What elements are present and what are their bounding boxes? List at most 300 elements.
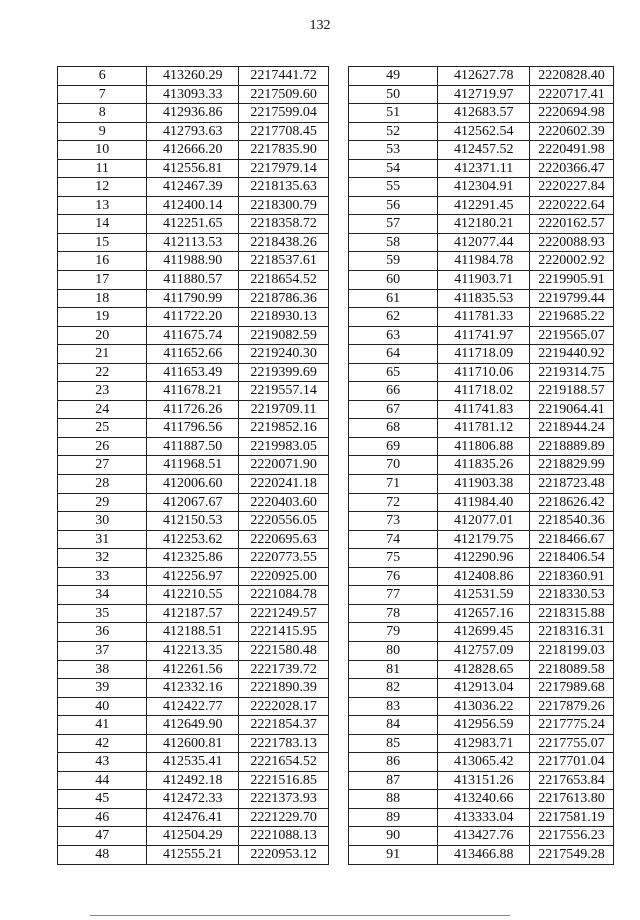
table-row bbox=[58, 419, 329, 438]
y-coordinate-cell: 2217989.68 bbox=[530, 679, 614, 698]
point-number-cell: 77 bbox=[349, 586, 438, 605]
point-number-cell: 37 bbox=[58, 641, 147, 660]
point-number-cell: 8 bbox=[58, 104, 147, 123]
table-row bbox=[349, 660, 614, 679]
y-coordinate-cell: 2217701.04 bbox=[530, 753, 614, 772]
point-number-cell: 91 bbox=[349, 845, 438, 864]
point-number-cell: 38 bbox=[58, 660, 147, 679]
x-coordinate-cell: 411880.57 bbox=[147, 271, 239, 290]
x-coordinate-cell: 412067.67 bbox=[147, 493, 239, 512]
table-row bbox=[349, 67, 614, 86]
y-coordinate-cell: 2219709.11 bbox=[239, 400, 329, 419]
y-coordinate-cell: 2218315.88 bbox=[530, 604, 614, 623]
point-number-cell: 9 bbox=[58, 122, 147, 141]
y-coordinate-cell: 2220953.12 bbox=[239, 845, 329, 864]
x-coordinate-cell: 411903.71 bbox=[438, 271, 530, 290]
table-row bbox=[58, 679, 329, 698]
point-number-cell: 52 bbox=[349, 122, 438, 141]
y-coordinate-cell: 2217556.23 bbox=[530, 827, 614, 846]
x-coordinate-cell: 412457.52 bbox=[438, 141, 530, 160]
point-number-cell: 70 bbox=[349, 456, 438, 475]
y-coordinate-cell: 2218466.67 bbox=[530, 530, 614, 549]
point-number-cell: 71 bbox=[349, 475, 438, 494]
x-coordinate-cell: 412077.44 bbox=[438, 233, 530, 252]
y-coordinate-cell: 2218300.79 bbox=[239, 196, 329, 215]
table-row bbox=[58, 289, 329, 308]
table-row bbox=[349, 233, 614, 252]
point-number-cell: 81 bbox=[349, 660, 438, 679]
y-coordinate-cell: 2219082.59 bbox=[239, 326, 329, 345]
y-coordinate-cell: 2217979.14 bbox=[239, 159, 329, 178]
y-coordinate-cell: 2220694.98 bbox=[530, 104, 614, 123]
point-number-cell: 19 bbox=[58, 308, 147, 327]
x-coordinate-cell: 413466.88 bbox=[438, 845, 530, 864]
point-number-cell: 24 bbox=[58, 400, 147, 419]
x-coordinate-cell: 411968.51 bbox=[147, 456, 239, 475]
x-coordinate-cell: 412535.41 bbox=[147, 753, 239, 772]
table-row bbox=[58, 623, 329, 642]
y-coordinate-cell: 2218089.58 bbox=[530, 660, 614, 679]
point-number-cell: 6 bbox=[58, 67, 147, 86]
x-coordinate-cell: 411722.20 bbox=[147, 308, 239, 327]
y-coordinate-cell: 2219565.07 bbox=[530, 326, 614, 345]
table-row bbox=[349, 493, 614, 512]
y-coordinate-cell: 2217708.45 bbox=[239, 122, 329, 141]
y-coordinate-cell: 2220695.63 bbox=[239, 530, 329, 549]
point-number-cell: 55 bbox=[349, 178, 438, 197]
point-number-cell: 66 bbox=[349, 382, 438, 401]
table-row bbox=[58, 753, 329, 772]
point-number-cell: 82 bbox=[349, 679, 438, 698]
x-coordinate-cell: 413260.29 bbox=[147, 67, 239, 86]
y-coordinate-cell: 2221249.57 bbox=[239, 604, 329, 623]
x-coordinate-cell: 413333.04 bbox=[438, 808, 530, 827]
y-coordinate-cell: 2220491.98 bbox=[530, 141, 614, 160]
y-coordinate-cell: 2221890.39 bbox=[239, 679, 329, 698]
coordinates-table-right-body bbox=[349, 67, 614, 865]
x-coordinate-cell: 412828.65 bbox=[438, 660, 530, 679]
coordinates-table-left bbox=[57, 66, 329, 865]
point-number-cell: 25 bbox=[58, 419, 147, 438]
y-coordinate-cell: 2220403.60 bbox=[239, 493, 329, 512]
point-number-cell: 16 bbox=[58, 252, 147, 271]
table-row bbox=[349, 753, 614, 772]
y-coordinate-cell: 2218654.52 bbox=[239, 271, 329, 290]
x-coordinate-cell: 412983.71 bbox=[438, 734, 530, 753]
x-coordinate-cell: 411781.33 bbox=[438, 308, 530, 327]
x-coordinate-cell: 412150.53 bbox=[147, 512, 239, 531]
y-coordinate-cell: 2219240.30 bbox=[239, 345, 329, 364]
y-coordinate-cell: 2220366.47 bbox=[530, 159, 614, 178]
point-number-cell: 78 bbox=[349, 604, 438, 623]
point-number-cell: 48 bbox=[58, 845, 147, 864]
y-coordinate-cell: 2218723.48 bbox=[530, 475, 614, 494]
y-coordinate-cell: 2218316.31 bbox=[530, 623, 614, 642]
point-number-cell: 49 bbox=[349, 67, 438, 86]
table-row bbox=[58, 159, 329, 178]
x-coordinate-cell: 411790.99 bbox=[147, 289, 239, 308]
table-row bbox=[58, 808, 329, 827]
y-coordinate-cell: 2220717.41 bbox=[530, 85, 614, 104]
table-row bbox=[58, 734, 329, 753]
x-coordinate-cell: 411887.50 bbox=[147, 437, 239, 456]
point-number-cell: 22 bbox=[58, 363, 147, 382]
table-row bbox=[349, 345, 614, 364]
point-number-cell: 53 bbox=[349, 141, 438, 160]
table-row bbox=[349, 734, 614, 753]
x-coordinate-cell: 412913.04 bbox=[438, 679, 530, 698]
x-coordinate-cell: 413240.66 bbox=[438, 790, 530, 809]
table-row bbox=[58, 400, 329, 419]
table-row bbox=[58, 530, 329, 549]
table-row bbox=[349, 530, 614, 549]
y-coordinate-cell: 2217879.26 bbox=[530, 697, 614, 716]
y-coordinate-cell: 2219399.69 bbox=[239, 363, 329, 382]
table-row bbox=[58, 771, 329, 790]
x-coordinate-cell: 411718.09 bbox=[438, 345, 530, 364]
y-coordinate-cell: 2220925.00 bbox=[239, 567, 329, 586]
x-coordinate-cell: 412180.21 bbox=[438, 215, 530, 234]
y-coordinate-cell: 2221088.13 bbox=[239, 827, 329, 846]
point-number-cell: 87 bbox=[349, 771, 438, 790]
x-coordinate-cell: 411741.97 bbox=[438, 326, 530, 345]
point-number-cell: 68 bbox=[349, 419, 438, 438]
point-number-cell: 74 bbox=[349, 530, 438, 549]
y-coordinate-cell: 2219905.91 bbox=[530, 271, 614, 290]
point-number-cell: 47 bbox=[58, 827, 147, 846]
y-coordinate-cell: 2218930.13 bbox=[239, 308, 329, 327]
point-number-cell: 90 bbox=[349, 827, 438, 846]
table-row bbox=[58, 641, 329, 660]
table-row bbox=[58, 512, 329, 531]
table-row bbox=[58, 104, 329, 123]
point-number-cell: 76 bbox=[349, 567, 438, 586]
point-number-cell: 18 bbox=[58, 289, 147, 308]
y-coordinate-cell: 2219188.57 bbox=[530, 382, 614, 401]
table-row bbox=[58, 382, 329, 401]
x-coordinate-cell: 412210.55 bbox=[147, 586, 239, 605]
table-row bbox=[349, 104, 614, 123]
table-row bbox=[349, 549, 614, 568]
x-coordinate-cell: 412077.01 bbox=[438, 512, 530, 531]
y-coordinate-cell: 2218360.91 bbox=[530, 567, 614, 586]
y-coordinate-cell: 2217599.04 bbox=[239, 104, 329, 123]
y-coordinate-cell: 2222028.17 bbox=[239, 697, 329, 716]
table-row bbox=[349, 716, 614, 735]
y-coordinate-cell: 2219983.05 bbox=[239, 437, 329, 456]
x-coordinate-cell: 412290.96 bbox=[438, 549, 530, 568]
table-row bbox=[58, 567, 329, 586]
x-coordinate-cell: 412627.78 bbox=[438, 67, 530, 86]
table-row bbox=[58, 345, 329, 364]
table-row bbox=[58, 326, 329, 345]
y-coordinate-cell: 2217835.90 bbox=[239, 141, 329, 160]
x-coordinate-cell: 412325.86 bbox=[147, 549, 239, 568]
x-coordinate-cell: 412179.75 bbox=[438, 530, 530, 549]
table-row bbox=[58, 122, 329, 141]
table-row bbox=[349, 808, 614, 827]
point-number-cell: 33 bbox=[58, 567, 147, 586]
x-coordinate-cell: 412683.57 bbox=[438, 104, 530, 123]
table-row bbox=[349, 382, 614, 401]
point-number-cell: 88 bbox=[349, 790, 438, 809]
table-row bbox=[349, 586, 614, 605]
y-coordinate-cell: 2219685.22 bbox=[530, 308, 614, 327]
point-number-cell: 39 bbox=[58, 679, 147, 698]
table-row bbox=[349, 141, 614, 160]
y-coordinate-cell: 2221516.85 bbox=[239, 771, 329, 790]
x-coordinate-cell: 412476.41 bbox=[147, 808, 239, 827]
table-row bbox=[349, 400, 614, 419]
table-row bbox=[58, 845, 329, 864]
table-row bbox=[349, 85, 614, 104]
point-number-cell: 14 bbox=[58, 215, 147, 234]
x-coordinate-cell: 412408.86 bbox=[438, 567, 530, 586]
x-coordinate-cell: 411653.49 bbox=[147, 363, 239, 382]
x-coordinate-cell: 412304.91 bbox=[438, 178, 530, 197]
point-number-cell: 62 bbox=[349, 308, 438, 327]
y-coordinate-cell: 2218786.36 bbox=[239, 289, 329, 308]
table-row bbox=[349, 641, 614, 660]
x-coordinate-cell: 411984.40 bbox=[438, 493, 530, 512]
x-coordinate-cell: 412936.86 bbox=[147, 104, 239, 123]
x-coordinate-cell: 412757.09 bbox=[438, 641, 530, 660]
point-number-cell: 27 bbox=[58, 456, 147, 475]
table-row bbox=[58, 215, 329, 234]
y-coordinate-cell: 2219064.41 bbox=[530, 400, 614, 419]
point-number-cell: 32 bbox=[58, 549, 147, 568]
y-coordinate-cell: 2217775.24 bbox=[530, 716, 614, 735]
y-coordinate-cell: 2221084.78 bbox=[239, 586, 329, 605]
x-coordinate-cell: 411678.21 bbox=[147, 382, 239, 401]
x-coordinate-cell: 412657.16 bbox=[438, 604, 530, 623]
y-coordinate-cell: 2221229.70 bbox=[239, 808, 329, 827]
table-row bbox=[58, 437, 329, 456]
x-coordinate-cell: 412400.14 bbox=[147, 196, 239, 215]
y-coordinate-cell: 2217509.60 bbox=[239, 85, 329, 104]
y-coordinate-cell: 2218944.24 bbox=[530, 419, 614, 438]
x-coordinate-cell: 412719.97 bbox=[438, 85, 530, 104]
y-coordinate-cell: 2218889.89 bbox=[530, 437, 614, 456]
y-coordinate-cell: 2218406.54 bbox=[530, 549, 614, 568]
table-row bbox=[349, 178, 614, 197]
y-coordinate-cell: 2218537.61 bbox=[239, 252, 329, 271]
x-coordinate-cell: 411835.26 bbox=[438, 456, 530, 475]
point-number-cell: 36 bbox=[58, 623, 147, 642]
point-number-cell: 42 bbox=[58, 734, 147, 753]
point-number-cell: 59 bbox=[349, 252, 438, 271]
x-coordinate-cell: 412291.45 bbox=[438, 196, 530, 215]
x-coordinate-cell: 411741.83 bbox=[438, 400, 530, 419]
x-coordinate-cell: 412371.11 bbox=[438, 159, 530, 178]
point-number-cell: 56 bbox=[349, 196, 438, 215]
table-row bbox=[58, 493, 329, 512]
point-number-cell: 41 bbox=[58, 716, 147, 735]
y-coordinate-cell: 2217549.28 bbox=[530, 845, 614, 864]
table-row bbox=[349, 271, 614, 290]
table-row bbox=[349, 215, 614, 234]
x-coordinate-cell: 412187.57 bbox=[147, 604, 239, 623]
y-coordinate-cell: 2217441.72 bbox=[239, 67, 329, 86]
table-row bbox=[349, 122, 614, 141]
table-row bbox=[349, 512, 614, 531]
x-coordinate-cell: 412261.56 bbox=[147, 660, 239, 679]
x-coordinate-cell: 412422.77 bbox=[147, 697, 239, 716]
table-row bbox=[58, 697, 329, 716]
table-row bbox=[58, 85, 329, 104]
y-coordinate-cell: 2219852.16 bbox=[239, 419, 329, 438]
table-row bbox=[58, 716, 329, 735]
point-number-cell: 29 bbox=[58, 493, 147, 512]
x-coordinate-cell: 412504.29 bbox=[147, 827, 239, 846]
y-coordinate-cell: 2219314.75 bbox=[530, 363, 614, 382]
point-number-cell: 69 bbox=[349, 437, 438, 456]
x-coordinate-cell: 412531.59 bbox=[438, 586, 530, 605]
y-coordinate-cell: 2219440.92 bbox=[530, 345, 614, 364]
point-number-cell: 13 bbox=[58, 196, 147, 215]
point-number-cell: 15 bbox=[58, 233, 147, 252]
x-coordinate-cell: 411781.12 bbox=[438, 419, 530, 438]
point-number-cell: 64 bbox=[349, 345, 438, 364]
y-coordinate-cell: 2217653.84 bbox=[530, 771, 614, 790]
y-coordinate-cell: 2218199.03 bbox=[530, 641, 614, 660]
x-coordinate-cell: 412188.51 bbox=[147, 623, 239, 642]
x-coordinate-cell: 411806.88 bbox=[438, 437, 530, 456]
x-coordinate-cell: 412256.97 bbox=[147, 567, 239, 586]
x-coordinate-cell: 411710.06 bbox=[438, 363, 530, 382]
point-number-cell: 20 bbox=[58, 326, 147, 345]
table-row bbox=[58, 196, 329, 215]
x-coordinate-cell: 413151.26 bbox=[438, 771, 530, 790]
table-row bbox=[349, 567, 614, 586]
point-number-cell: 30 bbox=[58, 512, 147, 531]
point-number-cell: 63 bbox=[349, 326, 438, 345]
table-row bbox=[58, 456, 329, 475]
y-coordinate-cell: 2221739.72 bbox=[239, 660, 329, 679]
x-coordinate-cell: 412956.59 bbox=[438, 716, 530, 735]
table-row bbox=[58, 252, 329, 271]
point-number-cell: 72 bbox=[349, 493, 438, 512]
table-row bbox=[349, 419, 614, 438]
table-row bbox=[349, 308, 614, 327]
x-coordinate-cell: 412699.45 bbox=[438, 623, 530, 642]
y-coordinate-cell: 2220162.57 bbox=[530, 215, 614, 234]
table-row bbox=[349, 437, 614, 456]
point-number-cell: 51 bbox=[349, 104, 438, 123]
coordinates-table-right bbox=[348, 66, 614, 865]
table-row bbox=[349, 196, 614, 215]
y-coordinate-cell: 2220828.40 bbox=[530, 67, 614, 86]
point-number-cell: 65 bbox=[349, 363, 438, 382]
table-row bbox=[349, 289, 614, 308]
table-row bbox=[349, 604, 614, 623]
point-number-cell: 89 bbox=[349, 808, 438, 827]
point-number-cell: 57 bbox=[349, 215, 438, 234]
x-coordinate-cell: 412251.65 bbox=[147, 215, 239, 234]
y-coordinate-cell: 2221783.13 bbox=[239, 734, 329, 753]
y-coordinate-cell: 2219557.14 bbox=[239, 382, 329, 401]
y-coordinate-cell: 2220556.05 bbox=[239, 512, 329, 531]
table-row bbox=[349, 679, 614, 698]
x-coordinate-cell: 411984.78 bbox=[438, 252, 530, 271]
y-coordinate-cell: 2221854.37 bbox=[239, 716, 329, 735]
point-number-cell: 17 bbox=[58, 271, 147, 290]
table-row bbox=[349, 159, 614, 178]
x-coordinate-cell: 412562.54 bbox=[438, 122, 530, 141]
x-coordinate-cell: 411903.38 bbox=[438, 475, 530, 494]
table-row bbox=[349, 363, 614, 382]
y-coordinate-cell: 2217755.07 bbox=[530, 734, 614, 753]
point-number-cell: 50 bbox=[349, 85, 438, 104]
x-coordinate-cell: 411652.66 bbox=[147, 345, 239, 364]
y-coordinate-cell: 2220241.18 bbox=[239, 475, 329, 494]
y-coordinate-cell: 2220773.55 bbox=[239, 549, 329, 568]
x-coordinate-cell: 412006.60 bbox=[147, 475, 239, 494]
point-number-cell: 60 bbox=[349, 271, 438, 290]
x-coordinate-cell: 412253.62 bbox=[147, 530, 239, 549]
table-row bbox=[58, 233, 329, 252]
x-coordinate-cell: 412649.90 bbox=[147, 716, 239, 735]
y-coordinate-cell: 2220071.90 bbox=[239, 456, 329, 475]
y-coordinate-cell: 2221373.93 bbox=[239, 790, 329, 809]
point-number-cell: 46 bbox=[58, 808, 147, 827]
point-number-cell: 86 bbox=[349, 753, 438, 772]
point-number-cell: 40 bbox=[58, 697, 147, 716]
table-row bbox=[349, 697, 614, 716]
point-number-cell: 12 bbox=[58, 178, 147, 197]
point-number-cell: 11 bbox=[58, 159, 147, 178]
x-coordinate-cell: 412213.35 bbox=[147, 641, 239, 660]
point-number-cell: 23 bbox=[58, 382, 147, 401]
table-row bbox=[58, 271, 329, 290]
y-coordinate-cell: 2217581.19 bbox=[530, 808, 614, 827]
x-coordinate-cell: 413065.42 bbox=[438, 753, 530, 772]
y-coordinate-cell: 2220002.92 bbox=[530, 252, 614, 271]
table-row bbox=[349, 475, 614, 494]
x-coordinate-cell: 413093.33 bbox=[147, 85, 239, 104]
x-coordinate-cell: 411675.74 bbox=[147, 326, 239, 345]
y-coordinate-cell: 2218135.63 bbox=[239, 178, 329, 197]
y-coordinate-cell: 2221580.48 bbox=[239, 641, 329, 660]
x-coordinate-cell: 413036.22 bbox=[438, 697, 530, 716]
x-coordinate-cell: 411718.02 bbox=[438, 382, 530, 401]
x-coordinate-cell: 412555.21 bbox=[147, 845, 239, 864]
table-row bbox=[58, 549, 329, 568]
point-number-cell: 79 bbox=[349, 623, 438, 642]
point-number-cell: 44 bbox=[58, 771, 147, 790]
table-row bbox=[58, 308, 329, 327]
x-coordinate-cell: 412467.39 bbox=[147, 178, 239, 197]
point-number-cell: 21 bbox=[58, 345, 147, 364]
point-number-cell: 54 bbox=[349, 159, 438, 178]
point-number-cell: 61 bbox=[349, 289, 438, 308]
table-row bbox=[58, 67, 329, 86]
y-coordinate-cell: 2220227.84 bbox=[530, 178, 614, 197]
x-coordinate-cell: 411988.90 bbox=[147, 252, 239, 271]
table-row bbox=[349, 771, 614, 790]
table-row bbox=[58, 660, 329, 679]
table-row bbox=[58, 178, 329, 197]
point-number-cell: 10 bbox=[58, 141, 147, 160]
table-row bbox=[58, 790, 329, 809]
point-number-cell: 75 bbox=[349, 549, 438, 568]
y-coordinate-cell: 2218829.99 bbox=[530, 456, 614, 475]
point-number-cell: 7 bbox=[58, 85, 147, 104]
table-row bbox=[58, 586, 329, 605]
y-coordinate-cell: 2218438.26 bbox=[239, 233, 329, 252]
y-coordinate-cell: 2218540.36 bbox=[530, 512, 614, 531]
table-row bbox=[349, 456, 614, 475]
